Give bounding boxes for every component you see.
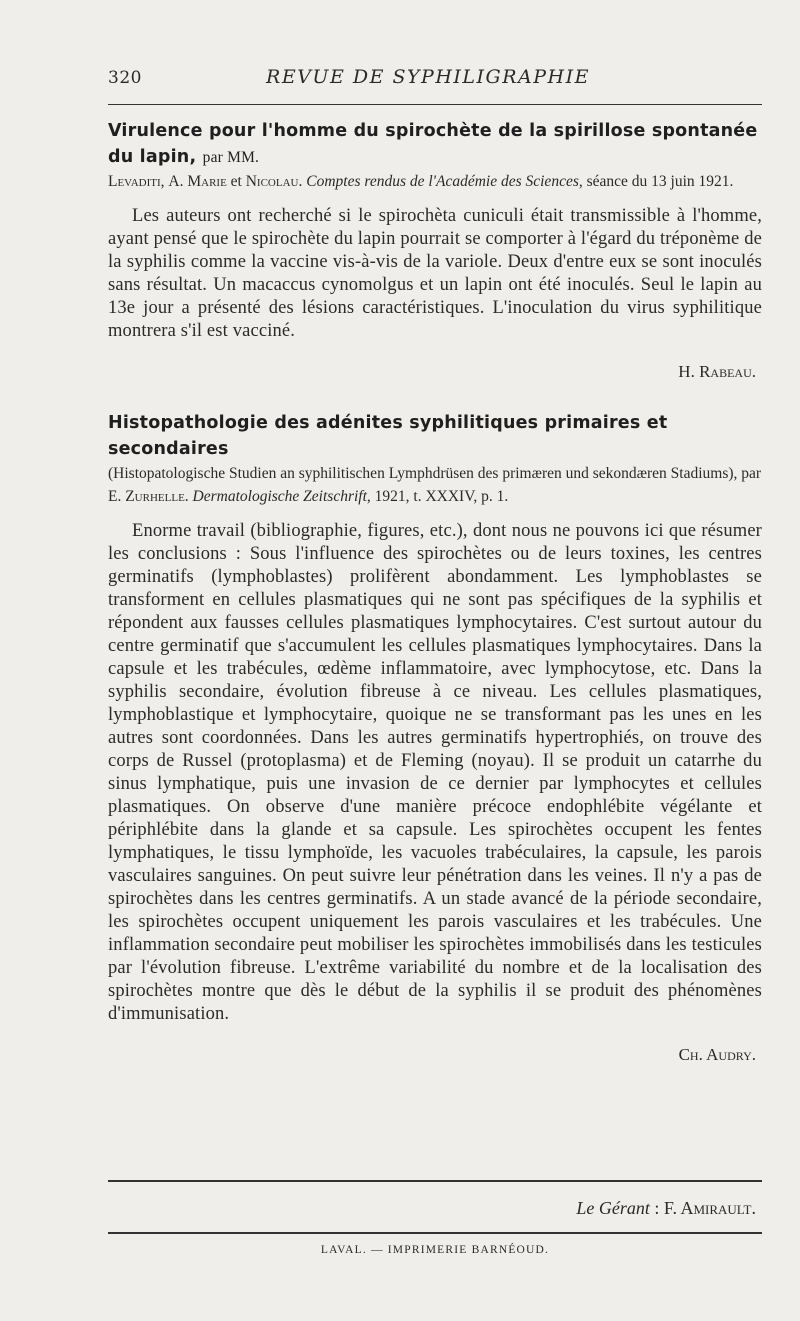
article-signature: H. Rabeau. <box>678 361 756 381</box>
source-details: , séance du 13 juin 1921. <box>578 173 734 190</box>
article-reference <box>108 462 762 508</box>
source-details: , 1921, t. XXXIV, p. 1. <box>366 488 509 505</box>
footer-rule-top <box>108 1180 762 1182</box>
author-separator: , <box>160 173 169 190</box>
gerant-line <box>576 1198 756 1219</box>
gerant-name: F. Amirault. <box>663 1198 756 1218</box>
author-name: Zurhelle <box>125 488 185 505</box>
article-body: Enorme travail (bibliographie, figures, etc.), dont nous ne pouvons ici que résumer les conclusions : Sous l'influence des spirochètes ou de leurs toxines, les centres germinatifs (lymphoblastes) prolifèrent abondamment. Les lymphoblastes se transforment en cellules plasmatiques qui ne sont pas spécifiques de la syphilis et répondent aux fausses cellules plasmatiques lymphocytaires. C'est surtout autour du centre germinatif que s'accumulent les cellules plasmatiques lymphocytaires. Dans la capsule et les trabécules, œdème inflammatoire, avec lymphocytose, etc. Dans la syphilis secondaire, évolution fibreuse à ce niveau. Les cellules plasmatiques, lymphoblastique et lymphocytaire, quoique ne se transformant pas les unes en les autres sont coordonnées. Dans les autres germinatifs hypertrophiés, on trouve des corps de Russel (protoplasma) et de Fleming (noyau). Il se produit un catarrhe du sinus lymphatique, puis une invasion de ce dernier par lymphocytes et cellules plasmatiques. On observe d'une manière précoce endophlébite végélante et périphlébite dans la glande et sa capsule. Les spirochètes occupent les fentes lymphatiques, le tissu lymphoïde, les vacuoles trabéculaires, la capsule, les parois vasculaires sanguines. On peut suivre leur pénétration dans les veines. Il n'y a pas de spirochètes dans les centres germinatifs. A un stade avancé de la période secondaire, les spirochètes occupent uniquement les parois vasculaires et les trabécules. Une inflammation secondaire peut mobiliser les spirochètes immobilisés dans les testicules par l'évolution fibreuse. L'extrême variabilité du nombre et de la localisation des spirochètes montre que dès le début de la syphilis il se produit des phénomènes d'immunisation. <box>108 521 762 1024</box>
page-number: 320 <box>108 68 142 88</box>
author-separator: . <box>184 488 193 505</box>
gerant-label: Le Gérant <box>576 1198 650 1218</box>
article-title <box>108 118 762 170</box>
author-name: Levaditi <box>108 173 161 190</box>
article-title-text: Virulence pour l'homme du spirochète de la spirillose spontanée du lapin, <box>108 121 758 167</box>
author-name: A. Marie <box>168 173 227 190</box>
running-head <box>108 66 748 92</box>
printer-line: LAVAL. — IMPRIMERIE BARNÉOUD. <box>320 1244 550 1256</box>
author-separator: et <box>226 173 246 190</box>
source-journal: Dermatologische Zeitschrift <box>192 488 367 505</box>
footer-rule-bottom <box>108 1232 762 1234</box>
article-signature: Ch. Audry. <box>678 1044 756 1064</box>
article-virulence <box>108 118 762 382</box>
article-histopathologie <box>108 410 762 1065</box>
header-rule <box>108 104 762 105</box>
by-label: par MM. <box>202 149 260 166</box>
journal-title: REVUE DE SYPHILIGRAPHIE <box>266 66 590 88</box>
subtitle-text: (Histopatologische Studien an syphilitischen Lymphdrüsen des primæren und sekondæren Stadiums), par E. <box>108 465 762 505</box>
author-name: Nicolau <box>245 173 299 190</box>
article-body: Les auteurs ont recherché si le spirochèta cuniculi était transmissible à l'homme, ayant pensé que le spirochète du lapin pourrait se comporter à l'égard du tréponème de la syphilis comme la vaccine vis-à-vis de la variole. Deux d'entre eux se sont inoculés sans résultat. Un macaccus cynomolgus et un lapin ont été inoculés. Seul le lapin au 13e jour a présenté des lésions caractéristiques. L'inoculation du virus syphilitique montrera s'il est vacciné. <box>108 206 762 341</box>
article-title: Histopathologie des adénites syphilitiques primaires et secondaires <box>108 413 668 459</box>
article-reference: Levaditi, A. Marie et Nicolau. Comptes rendus de l'Académie des Sciences, séance du 13 juin 1921. <box>108 173 734 190</box>
gerant-separator: : <box>649 1198 664 1218</box>
source-journal: Comptes rendus de l'Académie des Sciences <box>306 173 579 190</box>
